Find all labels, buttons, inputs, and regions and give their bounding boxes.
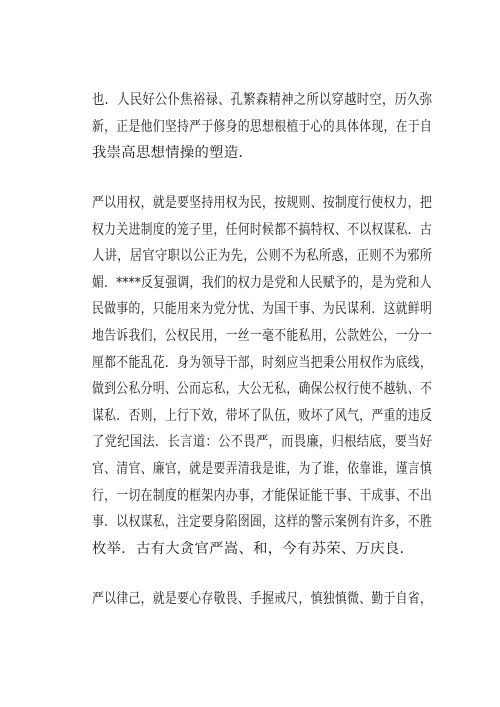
paragraph-strict-self-discipline xyxy=(92,586,432,613)
text-line: 谋私．否则，上行下效，带坏了队伍，败坏了风气，严重的违反 xyxy=(92,407,433,424)
text-line: 枚举．古有大贪官严嵩、和，今有苏荣、万庆良． xyxy=(92,540,415,557)
text-line: 也．人民好公仆焦裕禄、孔繁森精神之所以穿越时空，历久弥 xyxy=(92,92,433,108)
text-line: 严以律己，就是要心存敬畏、手握戒尺，慎独慎微、勤于自省， xyxy=(92,591,433,607)
text-line: 事．以权谋私，注定要身陷囹圄，这样的警示案例有许多，不胜 xyxy=(92,514,433,531)
text-line: 民做事的，只能用来为党分忧、为国干事、为民谋利．这就鲜明 xyxy=(92,301,433,318)
paragraph-self-cultivation-end xyxy=(92,87,432,167)
paragraph-strict-use-of-power xyxy=(92,190,432,562)
text-line: 做到公私分明、公而忘私，大公无私，确保公权行使不越轨、不 xyxy=(92,381,433,398)
text-line: 行，一切在制度的框架内办事，才能保证能干事、干成事、不出 xyxy=(92,487,433,504)
text-line: 新，正是他们坚持严于修身的思想根植于心的具体体现，在于自 xyxy=(92,118,433,135)
text-line: 地告诉我们，公权民用，一丝一毫不能私用，公款姓公，一分一 xyxy=(92,327,433,344)
text-line: 媚．****反复强调，我们的权力是党和人民赋予的，是为党和人 xyxy=(92,274,432,291)
text-line: 人讲，居官守职以公正为先，公则不为私所惑，正则不为邪所 xyxy=(92,248,433,265)
text-line: 官、清官、廉官，就是要弄清我是谁，为了谁，依靠谁，谨言慎 xyxy=(92,460,433,477)
text-line: 权力关进制度的笼子里，任何时候都不搞特权、不以权谋私．古 xyxy=(92,221,433,238)
text-line: 厘都不能乱花．身为领导干部，时刻应当把秉公用权作为底线， xyxy=(92,354,433,371)
text-line: 严以用权，就是要坚持用权为民，按规则、按制度行使权力，把 xyxy=(92,195,433,211)
text-line: 了党纪国法．长言道：公不畏严，而畏廉，归根结底，要当好 xyxy=(92,434,433,451)
text-line: 我崇高思想情操的塑造． xyxy=(92,145,254,162)
